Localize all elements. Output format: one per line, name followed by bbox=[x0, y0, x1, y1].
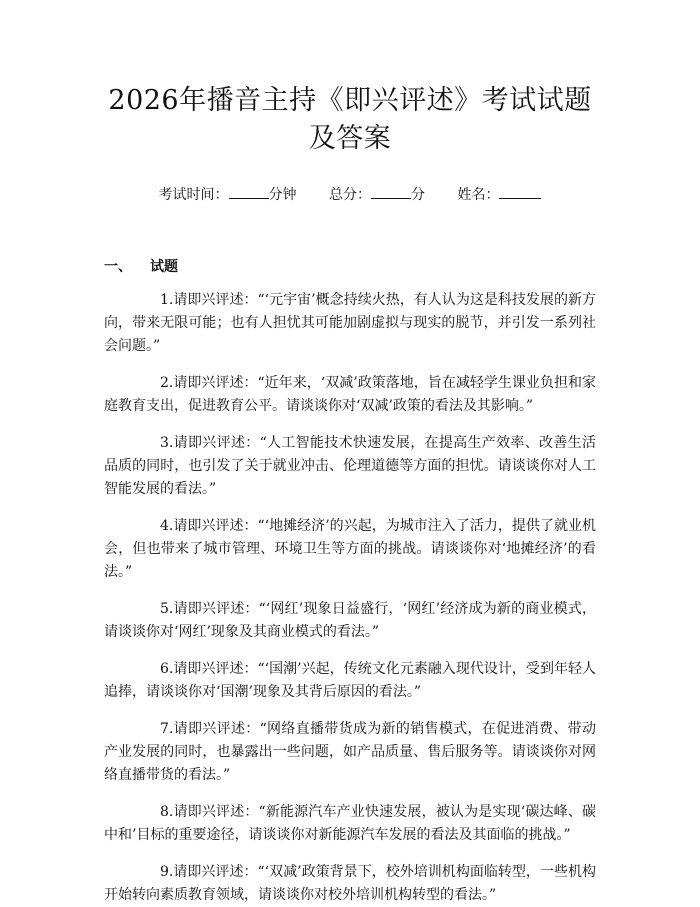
question-number: 1. bbox=[160, 292, 174, 308]
question-text: 请即兴评述：“网络直播带货成为新的销售模式，在促进消费、带动产业发展的同时，也暴露出一些问题，如产品质量、售后服务等。请谈谈你对网络直播带货的看法。” bbox=[104, 721, 596, 783]
question-item bbox=[104, 718, 596, 787]
question-number: 7. bbox=[160, 721, 174, 737]
question-text: 请即兴评述：“‘国潮’兴起，传统文化元素融入现代设计，受到年轻人追捧，请谈谈你对‘国潮’现象及其背后原因的看法。” bbox=[104, 661, 596, 700]
question-number: 9. bbox=[160, 864, 174, 880]
section-label: 试题 bbox=[150, 259, 178, 275]
question-number: 6. bbox=[160, 661, 174, 677]
question-text: 请即兴评述：“新能源汽车产业快速发展，被认为是实现‘碳达峰、碳中和’目标的重要途径，请谈谈你对新能源汽车发展的看法及其面临的挑战。” bbox=[104, 804, 596, 843]
exam-time-label: 考试时间： bbox=[158, 187, 229, 203]
question-item bbox=[104, 515, 596, 584]
question-number: 3. bbox=[160, 435, 174, 451]
question-text: 请即兴评述：“‘地摊经济’的兴起，为城市注入了活力，提供了就业机会，但也带来了城市管理、环境卫生等方面的挑战。请谈谈你对‘地摊经济’的看法。” bbox=[104, 518, 596, 580]
question-text: 请即兴评述：“近年来，‘双减’政策落地，旨在减轻学生课业负担和家庭教育支出，促进教育公平。请谈谈你对‘双减’政策的看法及其影响。” bbox=[104, 375, 596, 414]
question-text: 请即兴评述：“‘双减’政策背景下，校外培训机构面临转型，一些机构开始转向素质教育领域，请谈谈你对校外培训机构转型的看法。” bbox=[104, 864, 596, 903]
exam-time-unit: 分钟 bbox=[268, 187, 297, 203]
question-item bbox=[104, 432, 596, 501]
question-number: 4. bbox=[160, 518, 174, 534]
name-blank bbox=[499, 184, 541, 199]
question-item bbox=[104, 801, 596, 847]
question-text: 请即兴评述：“人工智能技术快速发展，在提高生产效率、改善生活品质的同时，也引发了关于就业冲击、伦理道德等方面的担忧。请谈谈你对人工智能发展的看法。” bbox=[104, 435, 596, 497]
question-list bbox=[104, 289, 596, 907]
total-score-label: 总分： bbox=[329, 187, 371, 203]
question-text: 请即兴评述：“‘元宇宙’概念持续火热，有人认为这是科技发展的新方向，带来无限可能；也有人担忧其可能加剧虚拟与现实的脱节，并引发一系列社会问题。” bbox=[104, 292, 596, 354]
question-item bbox=[104, 598, 596, 644]
question-number: 5. bbox=[160, 601, 174, 617]
question-item bbox=[104, 372, 596, 418]
name-field bbox=[457, 184, 541, 205]
section-heading bbox=[104, 257, 596, 277]
exam-time-blank bbox=[229, 184, 269, 199]
name-label: 姓名： bbox=[457, 187, 500, 203]
question-item bbox=[104, 658, 596, 704]
question-number: 2. bbox=[160, 375, 174, 391]
total-score-blank bbox=[371, 184, 411, 199]
exam-time-field bbox=[159, 184, 297, 205]
exam-info-line bbox=[104, 184, 596, 205]
question-item bbox=[104, 861, 596, 907]
section-number: 一、 bbox=[104, 259, 132, 275]
question-number: 8. bbox=[160, 804, 174, 820]
page-title: 2026年播音主持《即兴评述》考试试题及答案 bbox=[108, 85, 592, 154]
total-score-field bbox=[329, 184, 425, 205]
question-item bbox=[104, 289, 596, 358]
question-text: 请即兴评述：“‘网红’现象日益盛行，‘网红’经济成为新的商业模式，请谈谈你对‘网红’现象及其商业模式的看法。” bbox=[104, 601, 596, 640]
total-score-unit: 分 bbox=[411, 187, 425, 203]
